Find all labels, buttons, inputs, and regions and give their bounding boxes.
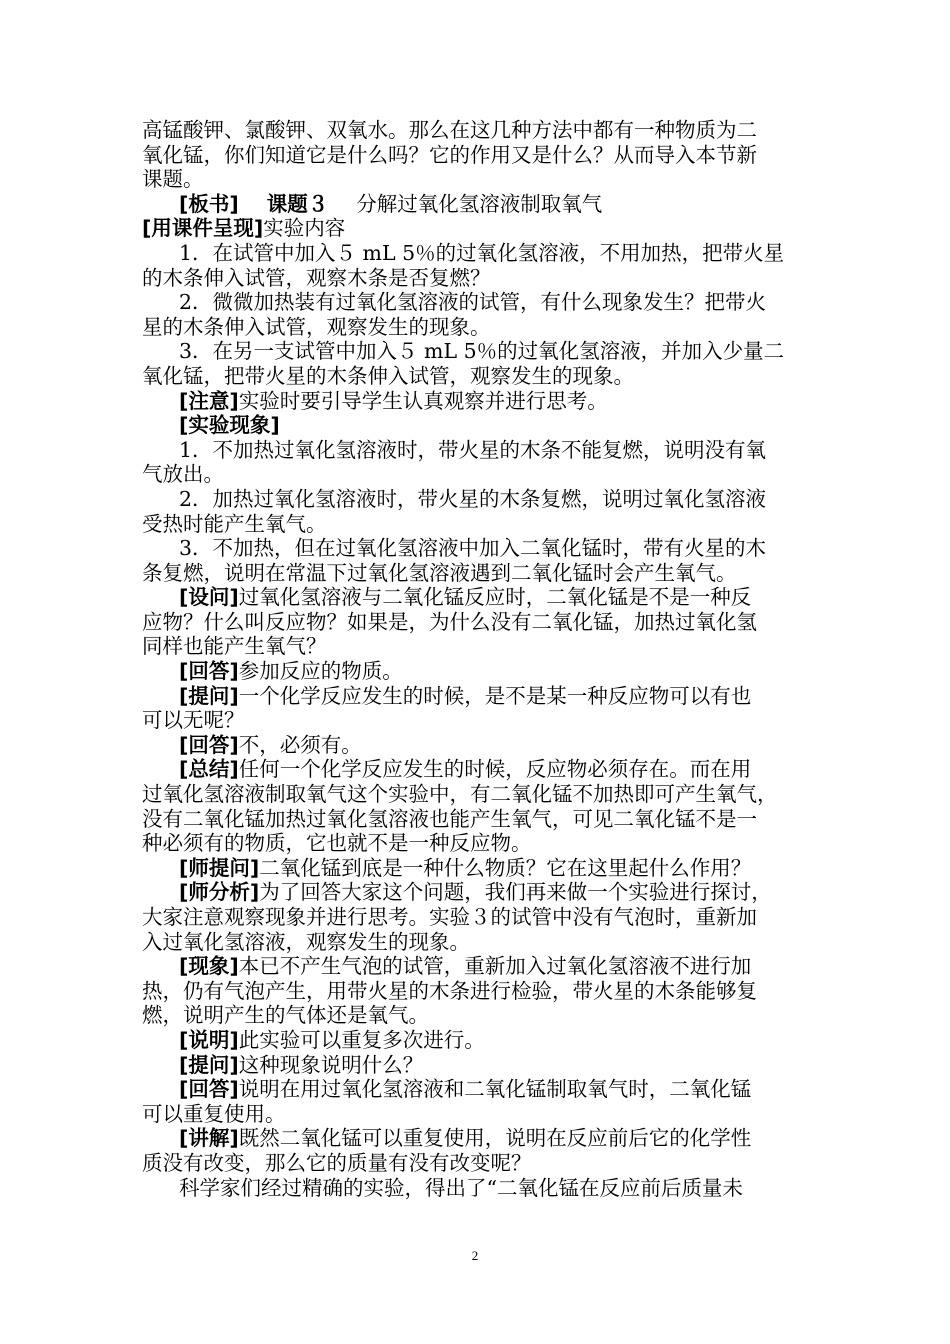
text-line: [142, 930, 810, 955]
text-line: [142, 585, 810, 610]
lesson-title: 分解过氧化氢溶液制取氧气: [356, 191, 603, 216]
section-tag: [设问]: [179, 585, 239, 610]
line-text: 的木条伸入试管，观察木条是否复燃？: [142, 265, 491, 290]
text-line: [142, 216, 810, 241]
line-text: 2．加热过氧化氢溶液时，带火星的木条复燃，说明过氧化氢溶液: [179, 486, 767, 511]
line-text: 这种现象说明什么？: [238, 1052, 424, 1077]
line-text: 没有二氧化锰加热过氧化氢溶液也能产生氧气，可见二氧化锰不是一: [142, 806, 757, 831]
text-line: [142, 1102, 810, 1127]
text-line: [142, 733, 810, 758]
section-tag: [总结]: [179, 757, 239, 782]
line-text: 为了回答大家这个问题，我们再来做一个实验进行探讨，: [259, 880, 772, 905]
line-text: 任何一个化学反应发生的时候，反应物必须存在。而在用: [238, 757, 752, 782]
text-line: [142, 684, 810, 709]
text-line: [142, 364, 810, 389]
line-text: 2．微微加热装有过氧化氢溶液的试管，有什么现象发生？把带火: [179, 290, 767, 315]
section-tag: [说明]: [179, 1027, 239, 1052]
section-tag: [现象]: [179, 954, 239, 979]
line-text: 3．不加热，但在过氧化氢溶液中加入二氧化锰时，带有火星的木: [179, 536, 767, 561]
text-line: [142, 1053, 810, 1078]
text-line: [142, 266, 810, 291]
section-tag: [师分析]: [179, 880, 260, 905]
line-text: 科学家们经过精确的实验，得出了“二氧化锰在反应前后质量未: [179, 1175, 743, 1200]
text-line: [142, 290, 810, 315]
text-line: [142, 536, 810, 561]
section-tag: [注意]: [179, 388, 239, 413]
text-line: [142, 1176, 810, 1201]
line-text: 二氧化锰到底是一种什么物质？它在这里起什么作用？: [259, 855, 752, 880]
text-line: [142, 241, 810, 266]
text-line: [142, 339, 810, 364]
line-text: 热，仍有气泡产生，用带火星的木条进行检验，带火星的木条能够复: [142, 978, 757, 1003]
line-text: 可以重复使用。: [142, 1101, 286, 1126]
document-body: [142, 118, 810, 1200]
text-line: [142, 807, 810, 832]
line-text: 大家注意观察现象并进行思考。实验３的试管中没有气泡时，重新加: [142, 905, 757, 929]
line-text: 实验内容: [263, 216, 346, 241]
text-line: [142, 708, 810, 733]
text-line: [142, 118, 810, 143]
text-line: [142, 856, 810, 881]
line-text: 条复燃，说明在常温下过氧化氢溶液遇到二氧化锰时会产生氧气。: [142, 560, 737, 585]
text-line: [142, 1028, 810, 1053]
line-text: 此实验可以重复多次进行。: [238, 1027, 485, 1052]
text-line: [142, 634, 810, 659]
section-tag: [回答]: [179, 1077, 239, 1102]
section-tag: [讲解]: [179, 1126, 239, 1151]
line-text: 氧化锰，把带火星的木条伸入试管，观察发生的现象。: [142, 363, 634, 388]
text-line: [142, 487, 810, 512]
text-line: [142, 757, 810, 782]
text-line: [142, 143, 810, 168]
text-line: [142, 880, 810, 905]
line-text: 同样也能产生氧气？: [142, 634, 327, 659]
line-text: 受热时能产生氧气。: [142, 511, 327, 536]
section-tag: [实验现象]: [179, 413, 280, 438]
line-text: 说明在用过氧化氢溶液和二氧化锰制取氧气时，二氧化锰: [238, 1077, 752, 1102]
text-line: [142, 1126, 810, 1151]
line-text: 本已不产生气泡的试管，重新加入过氧化氢溶液不进行加: [238, 954, 752, 979]
section-tag: [回答]: [179, 659, 239, 684]
text-line: [142, 610, 810, 635]
text-line: [142, 979, 810, 1004]
line-text: 种必须有的物质，它也就不是一种反应物。: [142, 831, 532, 856]
text-line: [142, 1077, 810, 1102]
section-tag: [师提问]: [179, 855, 260, 880]
line-text: 课题。: [142, 167, 204, 192]
line-text: 入过氧化氢溶液，观察发生的现象。: [142, 929, 470, 954]
text-line: [142, 389, 810, 414]
section-tag: [提问]: [179, 683, 239, 708]
text-line: [142, 1151, 810, 1176]
line-text: 实验时要引导学生认真观察并进行思考。: [238, 388, 608, 413]
section-tag: [提问]: [179, 1052, 239, 1077]
board-heading: [142, 192, 810, 217]
text-line: [142, 905, 810, 930]
text-line: [142, 413, 810, 438]
line-text: 过氧化氢溶液制取氧气这个实验中，有二氧化锰不加热即可产生氧气，: [142, 782, 778, 807]
lesson-topic: 课题３: [266, 191, 329, 216]
page-number: 2: [471, 1248, 479, 1263]
text-line: [142, 561, 810, 586]
line-text: 不，必须有。: [238, 732, 362, 757]
text-line: [142, 438, 810, 463]
line-text: 气放出。: [142, 462, 224, 487]
text-line: [142, 782, 810, 807]
section-tag: [回答]: [179, 732, 239, 757]
line-text: 参加反应的物质。: [238, 659, 403, 684]
text-line: [142, 659, 810, 684]
text-line: [142, 315, 810, 340]
line-text: 高锰酸钾、氯酸钾、双氧水。那么在这几种方法中都有一种物质为二: [142, 118, 757, 142]
line-text: 1．不加热过氧化氢溶液时，带火星的木条不能复燃，说明没有氧: [179, 437, 767, 462]
line-text: 过氧化氢溶液与二氧化锰反应时，二氧化锰是不是一种反: [238, 585, 752, 610]
line-text: 星的木条伸入试管，观察发生的现象。: [142, 314, 491, 339]
line-text: 既然二氧化锰可以重复使用，说明在反应前后它的化学性: [238, 1126, 752, 1151]
line-text: 质没有改变，那么它的质量有没有改变呢？: [142, 1150, 532, 1175]
text-line: [142, 831, 810, 856]
section-tag: [用课件呈现]: [142, 216, 264, 241]
line-text: 1．在试管中加入５ mL 5％的过氧化氢溶液，不用加热，把带火星: [179, 240, 785, 265]
line-text: 氧化锰，你们知道它是什么吗？它的作用又是什么？从而导入本节新: [142, 142, 757, 167]
line-text: 燃，说明产生的气体还是氧气。: [142, 1003, 429, 1028]
text-line: [142, 512, 810, 537]
text-line: [142, 167, 810, 192]
line-text: 3．在另一支试管中加入５ mL 5％的过氧化氢溶液，并加入少量二: [179, 339, 785, 364]
line-text: 一个化学反应发生的时候，是不是某一种反应物可以有也: [238, 683, 752, 708]
text-line: [142, 462, 810, 487]
text-line: [142, 954, 810, 979]
text-line: [142, 1003, 810, 1028]
line-text: 可以无呢？: [142, 708, 245, 733]
line-text: 应物？什么叫反应物？如果是，为什么没有二氧化锰，加热过氧化氢: [142, 609, 757, 634]
board-tag: [板书]: [179, 191, 239, 216]
